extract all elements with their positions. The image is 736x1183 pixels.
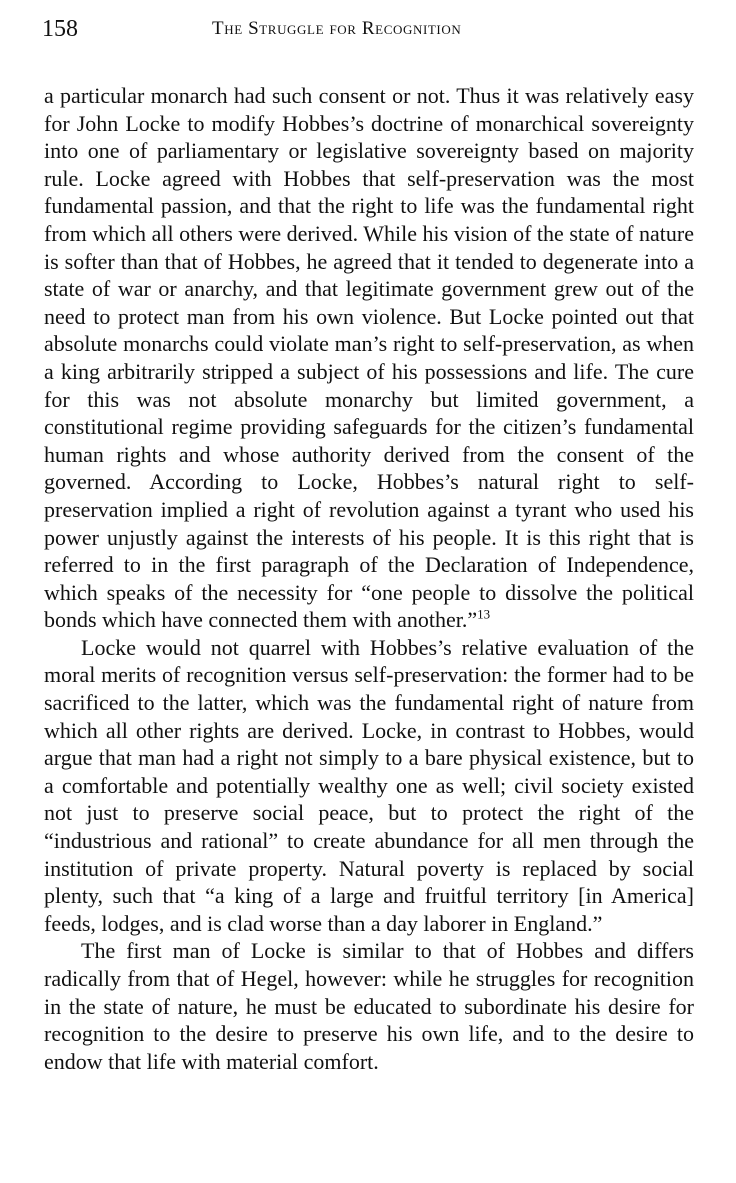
page-number: 158: [42, 16, 78, 42]
paragraph-continued: [44, 82, 694, 634]
paragraph-1-text: a particular monarch had such consent or not. Thus it was relatively easy for John Locke to modify Hobbes’s doctrine of monarchical sovereignty into one of parliamentary or legislative sovereignty based on majority rule. Locke agreed with Hobbes that self-preservation was the most fundamental passion, and that the right to life was the fundamental right from which all others were derived. While his vision of the state of nature is softer than that of Hobbes, he agreed that it tended to degenerate into a state of war or anarchy, and that legitimate government grew out of the need to protect man from his own violence. But Locke pointed out that absolute monarchs could violate man’s right to self-preservation, as when a king arbitrarily stripped a subject of his possessions and life. The cure for this was not absolute monarchy but limited government, a constitutional regime providing safeguards for the citizen’s fundamental human rights and whose authority derived from the consent of the governed. According to Locke, Hobbes’s natural right to self-preservation implied a right of revolution against a tyrant who used his power unjustly against the interests of his people. It is this right that is referred to in the first paragraph of the Declaration of Independence, which speaks of the necessity for “one people to dissolve the political bonds which have connected them with another.”: [44, 83, 694, 633]
footnote-marker: 13: [477, 606, 491, 622]
running-title: The Struggle for Recognition: [212, 18, 462, 39]
paragraph-first-man: The first man of Locke is similar to that of Hobbes and differs radically from that of Hegel, however: while he struggles for recognition in the state of nature, he must be educated to subordinate his desire for recognition to the desire to preserve his own life, and to the desire to endow that life with material comfort.: [44, 938, 694, 1074]
body-text: [44, 82, 694, 1075]
running-head: [42, 14, 694, 44]
paragraph-locke-recognition: Locke would not quarrel with Hobbes’s relative evaluation of the moral merits of recognition versus self-preservation: the former had to be sacrificed to the latter, which was the fundamental right of nature from which all other rights are derived. Locke, in contrast to Hobbes, would argue that man had a right not simply to a bare physical existence, but to a comfortable and potentially wealthy one as well; civil society existed not just to preserve social peace, but to protect the right of the “industrious and rational” to create abundance for all men through the institution of private property. Natural poverty is replaced by social plenty, such that “a king of a large and fruitful territory [in America] feeds, lodges, and is clad worse than a day laborer in England.”: [44, 634, 694, 936]
